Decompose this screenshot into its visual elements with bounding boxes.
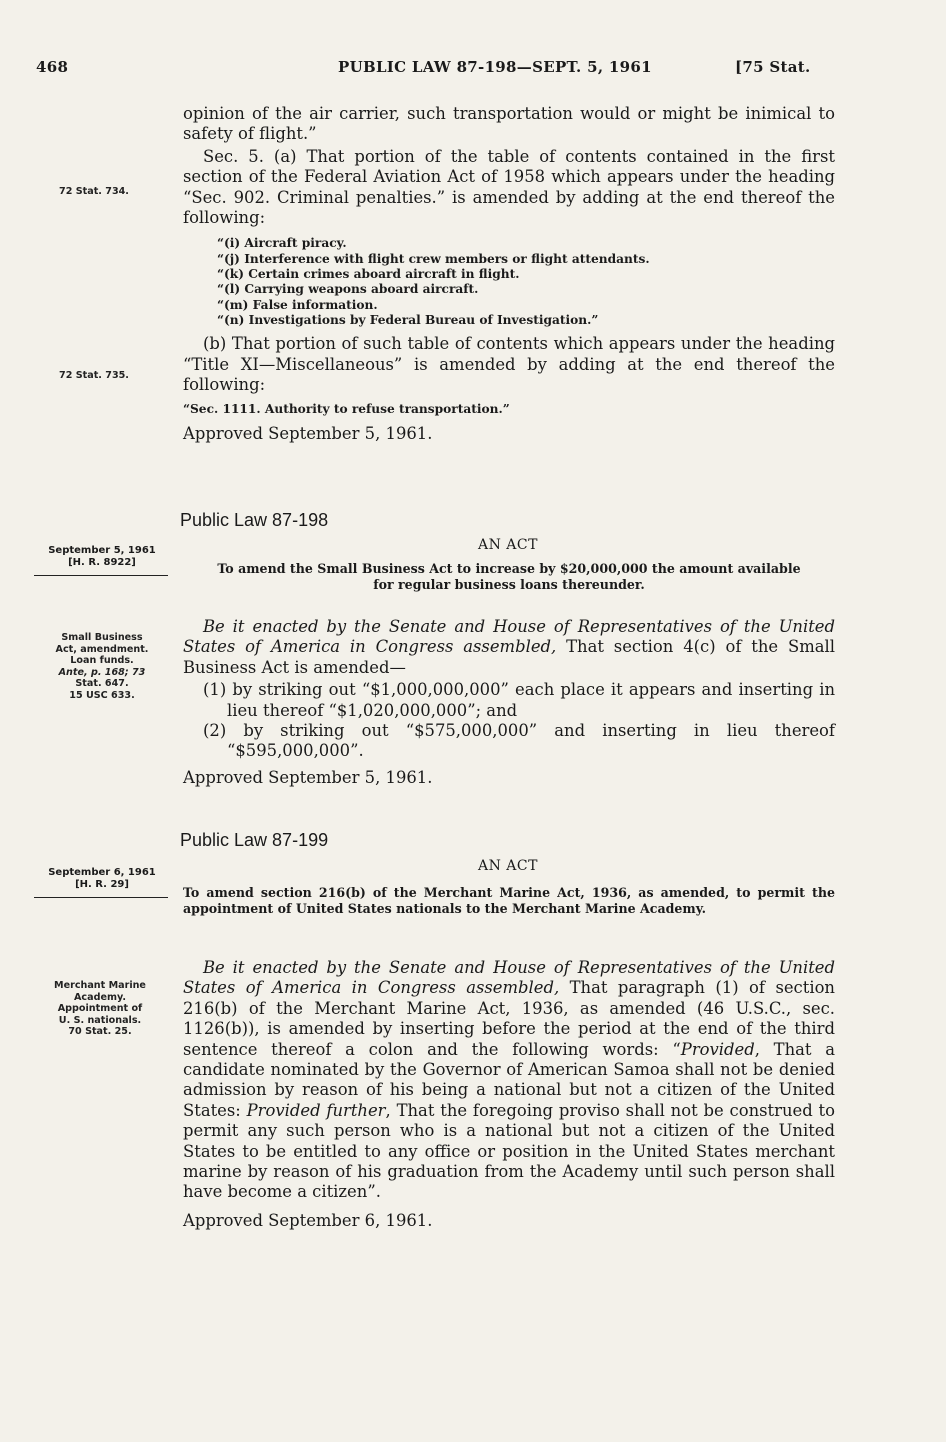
volume-reference: [75 Stat. (735, 58, 811, 76)
margin-note-stat-735: 72 Stat. 735. (59, 370, 129, 381)
running-title: PUBLIC LAW 87-198—SEPT. 5, 1961 (338, 58, 652, 76)
approval-date: Approved September 5, 1961. (183, 767, 433, 787)
law-198-body (183, 617, 835, 788)
bill-number: [H. R. 29] (75, 878, 129, 890)
toc-item: “(j) Interference with flight crew members or flight attendants. (217, 251, 650, 266)
public-law-198-heading: Public Law 87-198 (180, 510, 329, 530)
section-5b-paragraph: (b) That portion of such table of contents which appears under the heading “Title XI—Miscellaneous” is amended by adding at the end thereof the following: (183, 334, 835, 395)
toc-item: “(n) Investigations by Federal Bureau of Investigation.” (217, 312, 599, 327)
law-198-purpose: To amend the Small Business Act to increase by $20,000,000 the amount available for regular business loans thereunder. (217, 561, 801, 592)
margin-note-merchant-marine: Merchant Marine Academy. Appointment of U. S. nationals. 70 Stat. 25. (54, 980, 146, 1037)
continuation-paragraph: opinion of the air carrier, such transportation would or might be inimical to safety of flight.” (183, 104, 835, 144)
amendment-item-2: (2) by striking out “$575,000,000” and inserting in lieu thereof “$595,000,000”. (203, 721, 835, 761)
toc-item: “(l) Carrying weapons aboard aircraft. (217, 282, 479, 297)
bill-number: [H. R. 8922] (68, 556, 136, 568)
enacting-clause: Be it enacted by the Senate and House of Representatives of the United States of America in Congress assembled, That paragraph (1) of section 216(b) of the Merchant Marine Act, 1936, as amended (46 U.S.C., sec. 1126(b)), is amended by inserting before the period at the end of the third sentence thereof a colon and the following words: “Provided, That a candidate nominated by the Governor of American Samoa shall not be denied admission by reason of his being a national but not a citizen of the United States: Provided further, That the foregoing proviso shall not be construed to permit any such person who is a national but not a citizen of the United States to be entitled to any office or position in the United States merchant marine by reason of his graduation from the Academy until such person shall have become a citizen”. (183, 958, 835, 1202)
section-1111-entry: “Sec. 1111. Authority to refuse transportation.” (183, 402, 510, 417)
law-date: September 5, 1961 (48, 545, 156, 556)
an-act-label: AN ACT (478, 858, 538, 874)
approval-date: Approved September 6, 1961. (183, 1210, 433, 1230)
table-of-contents-additions (217, 236, 835, 328)
toc-item: “(i) Aircraft piracy. (217, 236, 347, 251)
page-number: 468 (36, 58, 69, 76)
approval-date: Approved September 5, 1961. (183, 423, 433, 443)
divider-rule (34, 575, 168, 576)
divider-rule (34, 897, 168, 898)
toc-item: “(m) False information. (217, 297, 378, 312)
amendment-item-1: (1) by striking out “$1,000,000,000” each place it appears and inserting in lieu thereof “$1,020,000,000”; and (203, 680, 835, 720)
an-act-label: AN ACT (478, 537, 538, 553)
law-198-date-block (32, 545, 172, 568)
margin-note-small-business: Small Business Act, amendment. Loan funds. Ante, p. 168; 73 Stat. 647. 15 USC 633. (55, 632, 149, 701)
law-199-date-block (32, 867, 172, 890)
section-5a-paragraph: Sec. 5. (a) That portion of the table of contents contained in the first section of the Federal Aviation Act of 1958 which appears under the heading “Sec. 902. Criminal penalties.” is amended by adding at the end thereof the following: (183, 146, 835, 228)
toc-item: “(k) Certain crimes aboard aircraft in flight. (217, 267, 520, 282)
law-date: September 6, 1961 (48, 867, 156, 878)
enacting-clause: Be it enacted by the Senate and House of Representatives of the United States of America in Congress assembled, That section 4(c) of the Small Business Act is amended— (183, 617, 835, 677)
law-199-body (183, 958, 835, 1231)
public-law-199-heading: Public Law 87-199 (180, 830, 329, 850)
law-199-purpose: To amend section 216(b) of the Merchant Marine Act, 1936, as amended, to permit the appointment of United States nationals to the Merchant Marine Academy. (183, 885, 835, 916)
previous-law-section (183, 104, 835, 444)
margin-note-stat-734: 72 Stat. 734. (59, 186, 129, 197)
